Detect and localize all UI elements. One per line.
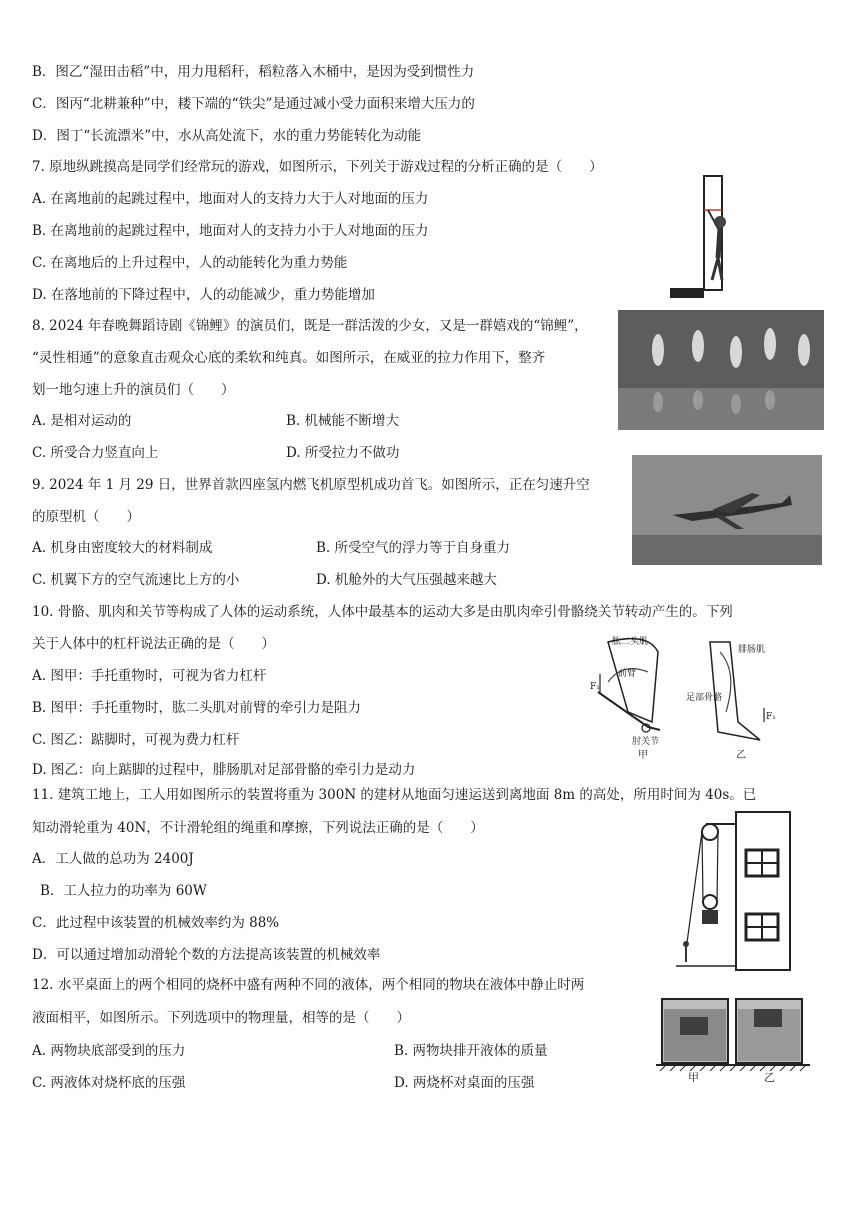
lever-figure	[588, 622, 784, 762]
q12-option-b: B. 两物块排开液体的质量	[394, 1043, 548, 1059]
q10-stem-line1: 10. 骨骼、肌肉和关节等构成了人体的运动系统，人体中最基本的运动大多是由肌肉牵引骨骼绕关节转动产生的。下列	[32, 604, 733, 620]
arm-bone-label: 前臂	[618, 669, 637, 679]
q12-option-c: C. 两液体对烧杯底的压强	[32, 1075, 186, 1091]
q8-option-c: C. 所受合力竖直向上	[32, 445, 159, 461]
q11-option-b: B．工人拉力的功率为 60W	[40, 883, 207, 899]
beaker-right-label: 乙	[764, 1071, 775, 1084]
arm-force-label: F₁	[590, 682, 600, 692]
q10-option-d: D. 图乙：向上踮脚的过程中，腓肠肌对足部骨骼的牵引力是动力	[32, 762, 416, 778]
leg-bone-label: 足部骨骼	[686, 693, 723, 703]
q12-option-a: A. 两物块底部受到的压力	[32, 1043, 186, 1059]
q10-option-c: C. 图乙：踮脚时，可视为费力杠杆	[32, 732, 240, 748]
q8-stem-line3: 划一地匀速上升的演员们（ ）	[32, 382, 235, 398]
jump-figure	[668, 170, 730, 302]
q6-option-b: B．图乙“湿田击稻”中，用力甩稻秆，稻粒落入木桶中，是因为受到惯性力	[32, 64, 475, 80]
q7-option-b: B. 在离地前的起跳过程中，地面对人的支持力小于人对地面的压力	[32, 223, 429, 239]
q11-stem-line1: 11. 建筑工地上，工人用如图所示的装置将重为 300N 的建材从地面匀速运送到离地面 8m 的高处，所用时间为 40s。已	[32, 787, 757, 803]
q10-stem-line2: 关于人体中的杠杆说法正确的是（ ）	[32, 636, 275, 652]
q9-option-c: C. 机翼下方的空气流速比上方的小	[32, 572, 240, 588]
q8-stem-line1: 8. 2024 年春晚舞蹈诗剧《锦鲤》的演员们，既是一群活泼的少女，又是一群嬉戏的“锦鲤”，	[32, 318, 588, 334]
q7-option-a: A. 在离地前的起跳过程中，地面对人的支持力大于人对地面的压力	[32, 191, 429, 207]
q9-option-a: A. 机身由密度较大的材料制成	[32, 540, 213, 556]
q12-stem-line2: 液面相平，如图所示。下列选项中的物理量，相等的是（ ）	[32, 1010, 410, 1026]
leg-force-label: F₁	[766, 712, 776, 722]
q11-option-a: A．工人做的总功为 2400J	[32, 851, 194, 867]
q7-option-c: C. 在离地后的上升过程中，人的动能转化为重力势能	[32, 255, 348, 271]
beakers-figure	[656, 995, 810, 1085]
plane-photo	[632, 455, 822, 565]
q9-stem-line1: 9. 2024 年 1 月 29 日，世界首款四座氢内燃飞机原型机成功首飞。如图所示，正在匀速升空	[32, 477, 590, 493]
q10-option-a: A. 图甲：手托重物时，可视为省力杠杆	[32, 668, 267, 684]
q8-option-d: D. 所受拉力不做功	[286, 445, 400, 461]
beaker-left-label: 甲	[688, 1071, 699, 1084]
leg-muscle-label: 腓肠肌	[738, 645, 766, 655]
q9-stem-line2: 的原型机（ ）	[32, 509, 140, 525]
q10-option-b: B. 图甲：手托重物时，肱二头肌对前臂的牵引力是阻力	[32, 700, 362, 716]
q8-option-a: A. 是相对运动的	[32, 413, 132, 429]
q11-option-d: D．可以通过增加动滑轮个数的方法提高该装置的机械效率	[32, 947, 381, 963]
q7-option-d: D. 在落地前的下降过程中，人的动能减少，重力势能增加	[32, 287, 375, 303]
leg-caption: 乙	[736, 750, 746, 761]
pulley-building-figure	[676, 810, 792, 974]
q8-option-b: B. 机械能不断增大	[286, 413, 400, 429]
arm-muscle-label: 肱二头肌	[612, 637, 649, 647]
q9-option-b: B. 所受空气的浮力等于自身重力	[316, 540, 511, 556]
q9-option-d: D. 机舱外的大气压强越来越大	[316, 572, 497, 588]
q8-stem-line2: “灵性相通”的意象直击观众心底的柔软和纯真。如图所示，在威亚的拉力作用下，整齐	[32, 350, 546, 366]
q12-option-d: D. 两烧杯对桌面的压强	[394, 1075, 535, 1091]
q11-option-c: C．此过程中该装置的机械效率约为 88%	[32, 915, 280, 931]
q12-stem-line1: 12. 水平桌面上的两个相同的烧杯中盛有两种不同的液体，两个相同的物块在液体中静止时两	[32, 977, 585, 993]
q7-stem: 7. 原地纵跳摸高是同学们经常玩的游戏，如图所示，下列关于游戏过程的分析正确的是（ ）	[32, 159, 603, 175]
dancers-photo	[618, 310, 824, 430]
q6-option-d: D．图丁“长流漂米”中，水从高处流下，水的重力势能转化为动能	[32, 128, 422, 144]
arm-caption: 甲	[638, 750, 648, 761]
arm-joint-label: 肘关节	[632, 737, 660, 747]
q11-stem-line2: 知动滑轮重为 40N，不计滑轮组的绳重和摩擦，下列说法正确的是（ ）	[32, 820, 484, 836]
q6-option-c: C．图丙“北耕兼种”中，耧下端的“铁尖”是通过减小受力面积来增大压力的	[32, 96, 475, 112]
